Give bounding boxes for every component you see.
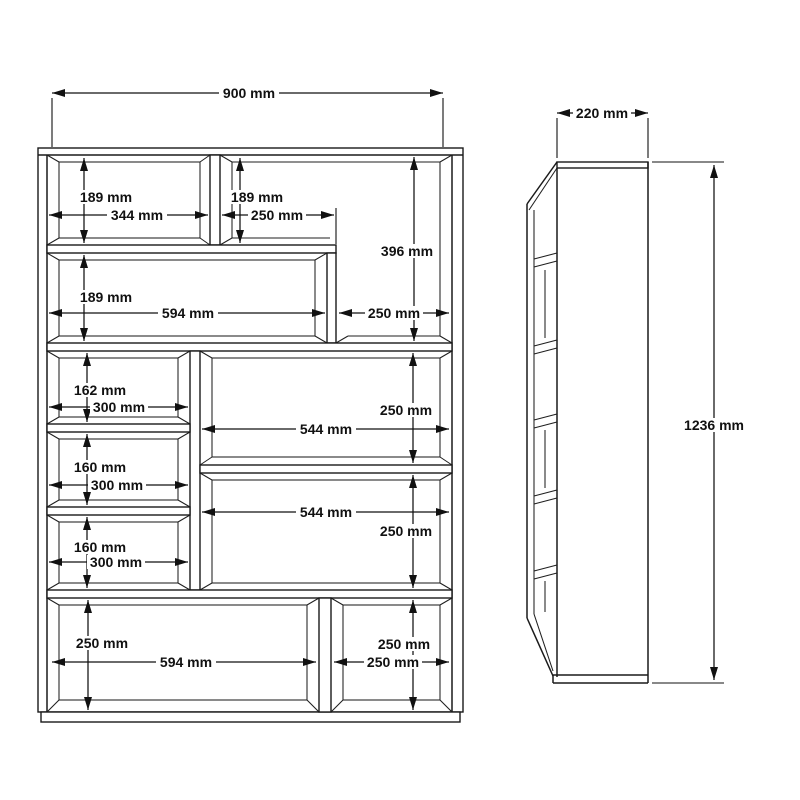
dim-front-total-width — [52, 85, 443, 147]
dim-side-height — [652, 162, 749, 683]
dim-label-bottom-right-height: 250 mm — [377, 636, 431, 652]
dim-label-top-left-width: 344 mm — [110, 207, 164, 223]
dim-label-mid-left2-width: 300 mm — [90, 477, 144, 493]
dim-label-mid-left1-height: 162 mm — [73, 382, 127, 398]
dim-label-mid-right2-width: 544 mm — [299, 504, 353, 520]
dim-label-front-width: 900 mm — [222, 85, 276, 101]
dim-label-top-right-height: 396 mm — [380, 243, 434, 259]
dim-side-depth — [557, 105, 648, 158]
dim-label-mid-right1-height: 250 mm — [379, 402, 433, 418]
dim-label-shelf2-width: 594 mm — [161, 305, 215, 321]
top-divider — [210, 155, 220, 245]
dim-label-bottom-right-width: 250 mm — [366, 654, 420, 670]
dim-label-side-height: 1236 mm — [684, 417, 744, 433]
right-shelf-1 — [200, 465, 452, 473]
bottom-divider — [319, 598, 331, 712]
dim-label-top-center-height: 189 mm — [230, 189, 284, 205]
side-back-panel — [527, 162, 557, 676]
dim-label-bottom-left-width: 594 mm — [159, 654, 213, 670]
left-shelf-1 — [47, 424, 190, 432]
side-top-panel — [557, 162, 648, 168]
shelf-a — [47, 245, 336, 253]
dim-label-shelf2-height: 189 mm — [79, 289, 133, 305]
dim-label-mid-right2-height: 250 mm — [379, 523, 433, 539]
dim-label-mid-left3-width: 300 mm — [89, 554, 143, 570]
shelf-c-full — [47, 590, 452, 598]
left-shelf-2 — [47, 507, 190, 515]
dim-label-top-left-height: 189 mm — [79, 189, 133, 205]
dim-label-mid-left1-width: 300 mm — [92, 399, 146, 415]
dim-label-mid-left2-height: 160 mm — [73, 459, 127, 475]
side-shelf-edges — [534, 253, 557, 612]
dim-label-top-center-width: 250 mm — [250, 207, 304, 223]
side-view-drawing — [527, 162, 648, 683]
dim-label-shelf2-right-width: 250 mm — [367, 305, 421, 321]
divider-under-shelf-a — [327, 253, 336, 343]
dim-label-side-depth: 220 mm — [575, 105, 629, 121]
bottom-panel — [41, 712, 460, 722]
dim-label-mid-right1-width: 544 mm — [299, 421, 353, 437]
shelf-b-full — [47, 343, 452, 351]
dim-label-bottom-left-height: 250 mm — [75, 635, 129, 651]
middle-divider — [190, 351, 200, 590]
side-view-dimensions — [557, 105, 749, 683]
dim-label-mid-left3-height: 160 mm — [73, 539, 127, 555]
